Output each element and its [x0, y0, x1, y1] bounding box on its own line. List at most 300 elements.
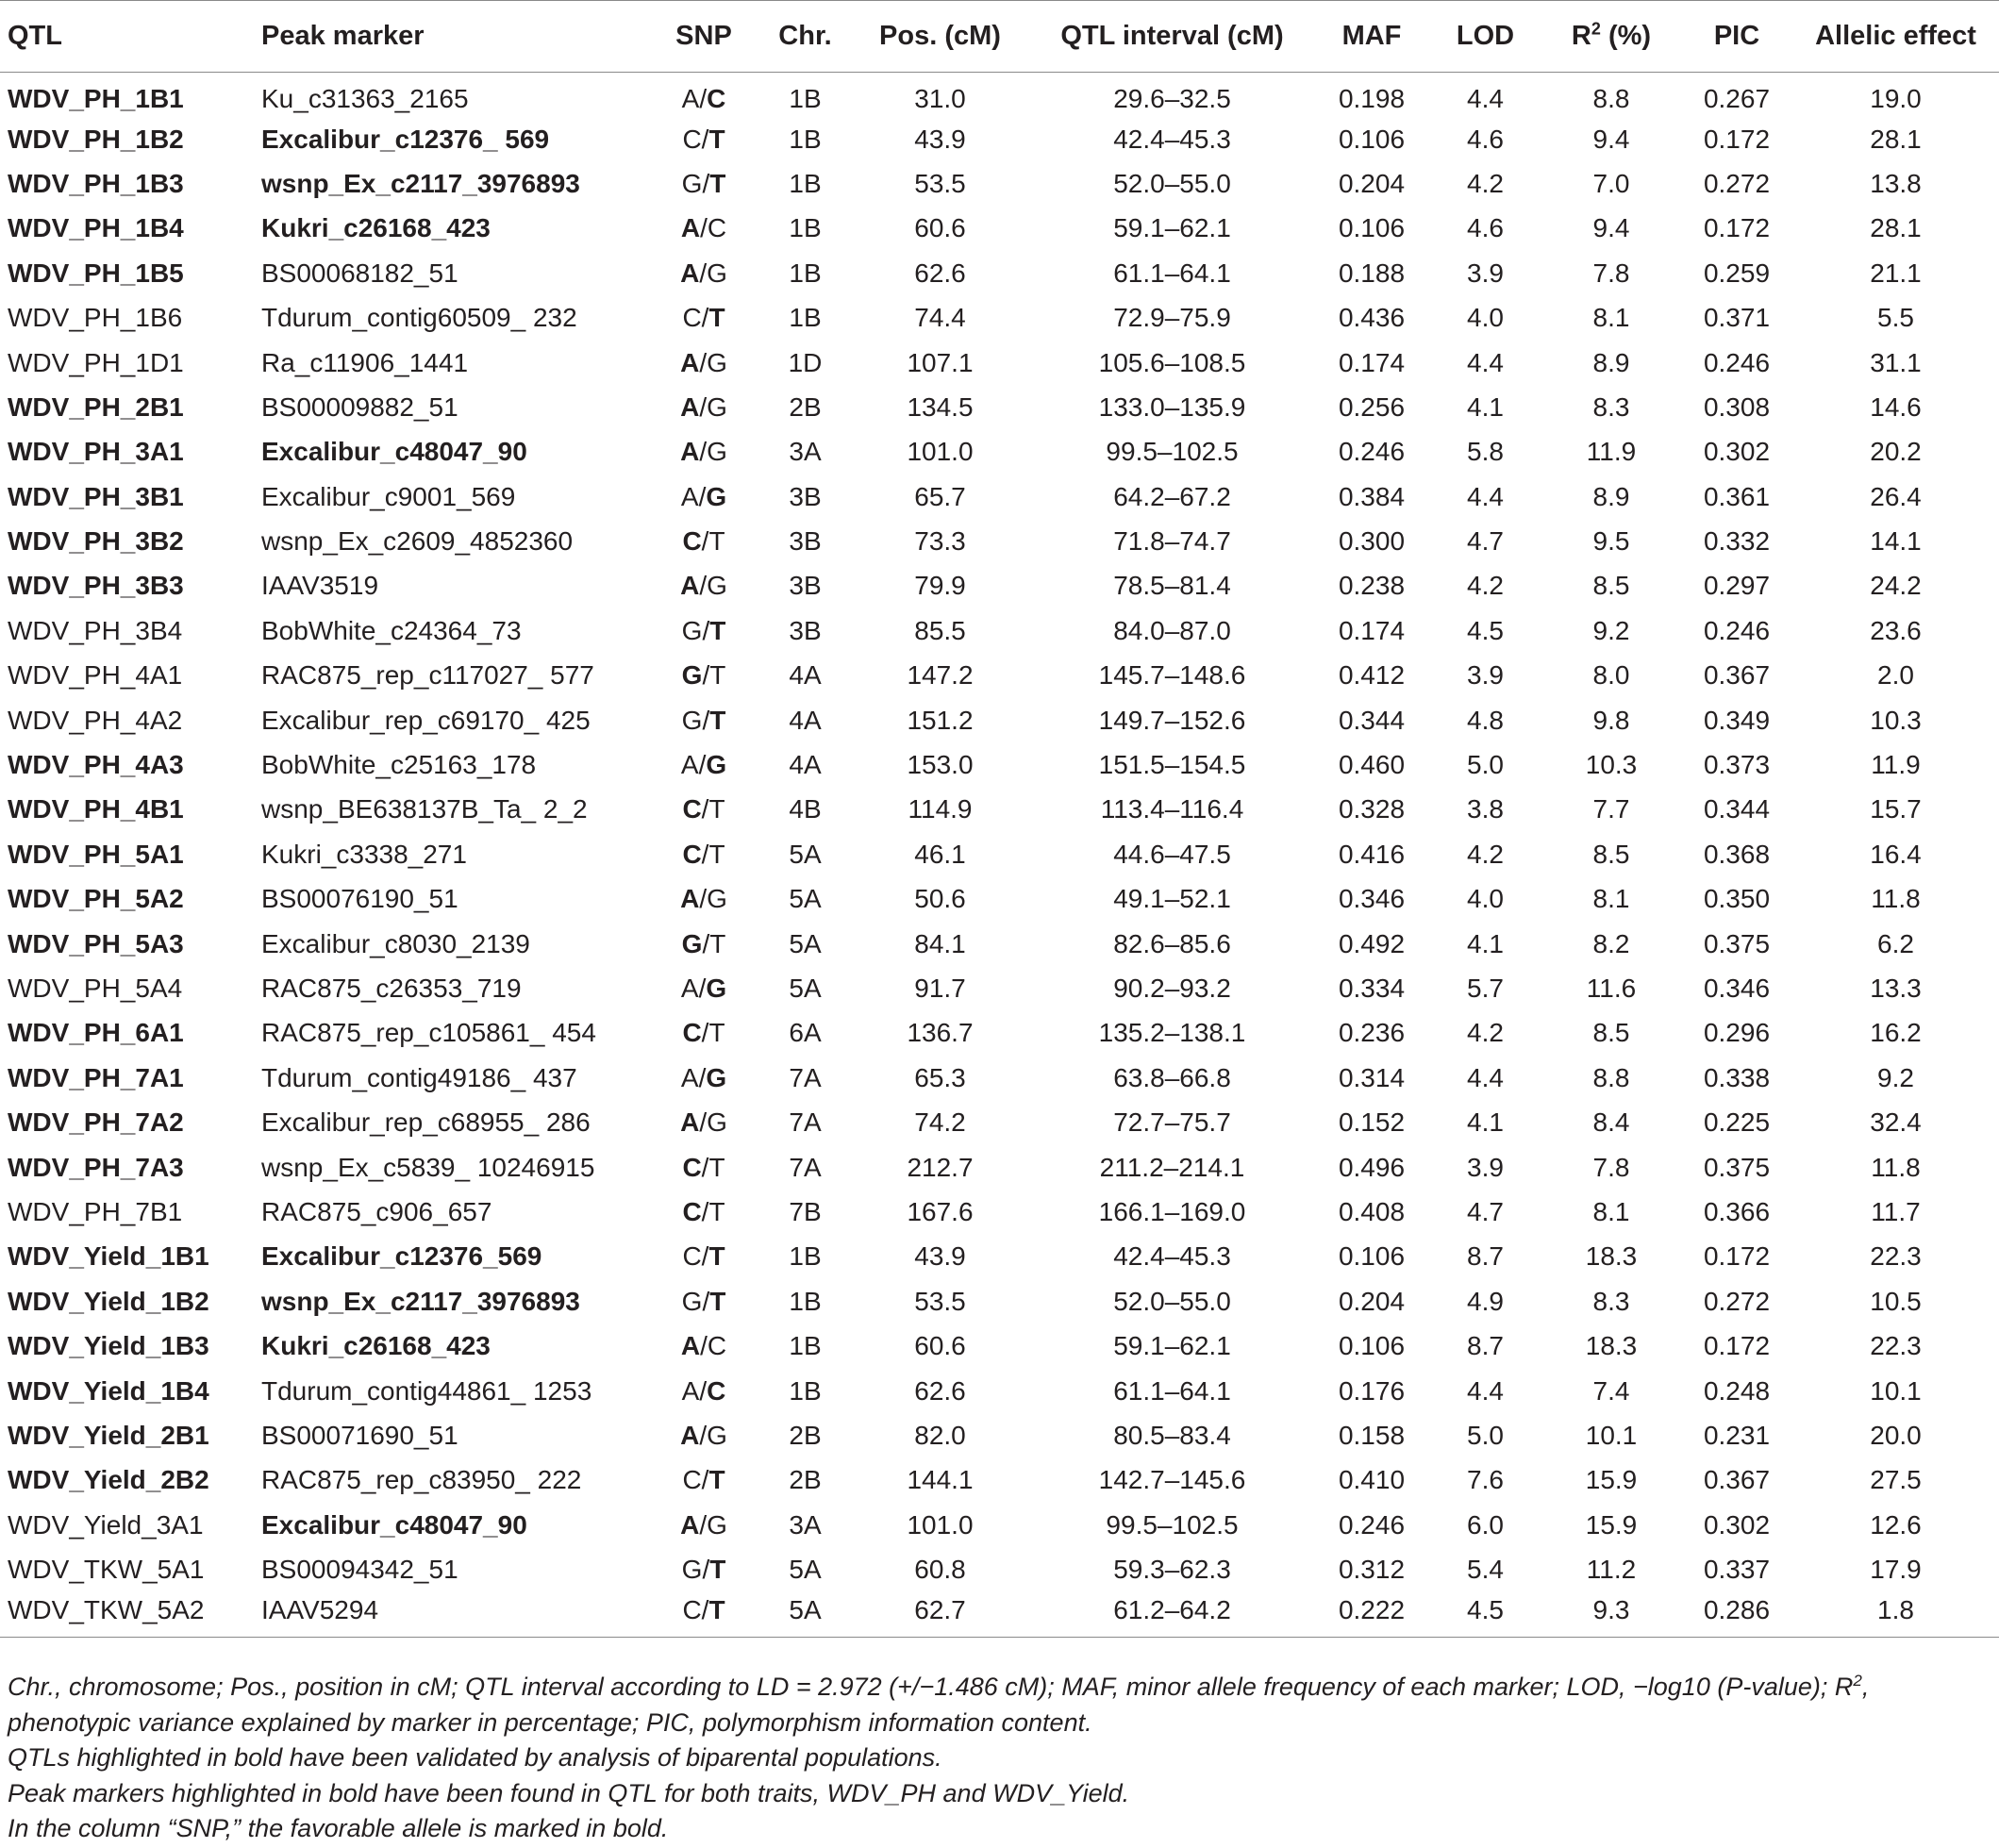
cell-peak-marker: Excalibur_c12376_ 569	[261, 124, 550, 154]
header-pos: Pos. (cM)	[850, 1, 1030, 73]
cell-r2: 8.9	[1592, 347, 1630, 377]
cell-pic: 0.373	[1703, 750, 1771, 780]
cell-snp	[647, 73, 760, 117]
cell-interval: 82.6–85.6	[1113, 928, 1231, 958]
snp-favorable-allele: T	[708, 303, 725, 333]
cell-peak-marker: Excalibur_c8030_2139	[261, 928, 530, 958]
snp-favorable-allele: C	[707, 84, 726, 114]
snp-separator: /	[702, 168, 710, 198]
cell-interval: 99.5–102.5	[1106, 1509, 1239, 1540]
cell-snp	[647, 430, 760, 474]
cell-snp	[647, 117, 760, 161]
cell-qtl: WDV_PH_3B2	[8, 526, 184, 557]
cell-peak-marker: Excalibur_rep_c68955_ 286	[261, 1107, 591, 1138]
cell-snp	[647, 877, 760, 922]
cell-allelic-effect: 1.8	[1792, 1592, 1999, 1637]
cell-pic: 0.225	[1703, 1107, 1771, 1138]
footnote-line1: Chr., chromosome; Pos., position in cM; QTL interval according to LD = 2.972 (+/−1.486 cM); MAF, minor allele frequency of each marker; LOD, −log10 (P-value); R	[8, 1673, 1854, 1701]
table-row	[0, 1503, 1999, 1547]
cell-chr: 4A	[789, 660, 822, 691]
header-r2	[1541, 1, 1681, 73]
header-lod: LOD	[1429, 1, 1541, 73]
cell-maf: 0.176	[1338, 1375, 1406, 1406]
cell-r2: 10.1	[1585, 1420, 1638, 1450]
snp-allele: T	[708, 794, 725, 824]
table-row	[0, 698, 1999, 742]
cell-peak-marker: Excalibur_c12376_569	[261, 1241, 542, 1272]
cell-allelic-effect: 14.6	[1870, 391, 1922, 422]
cell-pic: 0.267	[1703, 84, 1771, 114]
table-row	[0, 341, 1999, 385]
cell-maf: 0.496	[1338, 1152, 1406, 1182]
cell-r2: 8.3	[1592, 391, 1630, 422]
cell-pic: 0.349	[1703, 705, 1771, 735]
cell-allelic-effect: 2.0	[1877, 660, 1914, 691]
snp-allele: C	[707, 1331, 727, 1361]
snp-allele: T	[708, 1196, 725, 1226]
cell-snp	[647, 1592, 760, 1637]
table-row	[0, 1547, 1999, 1591]
cell-pic: 0.367	[1703, 660, 1771, 691]
cell-pos: 60.6	[914, 1331, 966, 1361]
cell-allelic-effect: 11.8	[1871, 1152, 1921, 1182]
snp-favorable-allele: A	[680, 391, 700, 422]
snp-favorable-allele: C	[682, 1018, 702, 1048]
cell-interval: 59.3–62.3	[1113, 1555, 1231, 1585]
cell-r2: 7.0	[1592, 168, 1630, 198]
cell-allelic-effect: 28.1	[1870, 213, 1922, 243]
cell-peak-marker: Kukri_c3338_271	[261, 839, 467, 869]
cell-snp	[647, 564, 760, 608]
cell-r2: 18.3	[1585, 1241, 1638, 1272]
snp-separator: /	[701, 1152, 709, 1182]
snp-allele: C	[682, 303, 702, 333]
cell-lod: 4.1	[1467, 1107, 1504, 1138]
table-row	[0, 1413, 1999, 1457]
snp-separator: /	[702, 1555, 710, 1585]
snp-favorable-allele: G	[706, 481, 727, 511]
cell-r2: 11.6	[1586, 974, 1637, 1003]
table-row	[0, 788, 1999, 832]
cell-maf: 0.152	[1338, 1107, 1406, 1138]
snp-favorable-allele: T	[709, 1555, 726, 1585]
cell-snp	[647, 251, 760, 295]
cell-chr: 5A	[789, 928, 822, 958]
cell-pos: 60.8	[914, 1555, 966, 1585]
snp-separator: /	[700, 213, 708, 243]
cell-allelic-effect: 10.1	[1870, 1375, 1922, 1406]
cell-pos: 144.1	[907, 1465, 974, 1495]
cell-r2: 9.8	[1592, 705, 1630, 735]
snp-allele: C	[682, 1241, 702, 1272]
cell-peak-marker: BS00071690_51	[261, 1420, 458, 1450]
cell-pos: 43.9	[914, 1241, 966, 1272]
cell-allelic-effect: 19.0	[1870, 84, 1922, 114]
snp-allele: G	[681, 1555, 703, 1585]
cell-snp	[647, 742, 760, 787]
cell-pic: 0.246	[1703, 615, 1771, 645]
table-row	[0, 742, 1999, 787]
cell-allelic-effect: 5.5	[1877, 303, 1914, 333]
cell-allelic-effect: 10.5	[1870, 1286, 1922, 1316]
cell-qtl: WDV_PH_1B2	[8, 124, 184, 154]
snp-allele: T	[708, 839, 725, 869]
table-row	[0, 1279, 1999, 1324]
cell-chr: 3B	[789, 571, 822, 601]
cell-lod: 5.0	[1467, 750, 1504, 780]
cell-allelic-effect: 23.6	[1870, 615, 1922, 645]
cell-pos: 62.6	[914, 258, 966, 288]
cell-allelic-effect: 26.4	[1870, 481, 1922, 511]
snp-separator: /	[701, 1018, 709, 1048]
cell-pos: 73.3	[914, 526, 966, 557]
cell-snp	[647, 207, 760, 251]
cell-pic: 0.259	[1703, 258, 1771, 288]
snp-favorable-allele: T	[709, 168, 726, 198]
cell-interval: 59.1–62.1	[1113, 213, 1231, 243]
cell-qtl: WDV_PH_5A4	[8, 974, 183, 1003]
cell-maf: 0.174	[1338, 347, 1406, 377]
cell-lod: 4.6	[1467, 124, 1504, 154]
cell-pos: 85.5	[914, 615, 966, 645]
snp-allele: A	[681, 84, 700, 114]
snp-separator: /	[699, 391, 708, 422]
cell-qtl: WDV_PH_5A2	[8, 884, 184, 914]
snp-separator: /	[699, 1375, 708, 1406]
cell-snp	[647, 1369, 760, 1413]
cell-chr: 1B	[789, 1331, 822, 1361]
table-row	[0, 519, 1999, 563]
snp-allele: G	[681, 705, 703, 735]
cell-r2: 15.9	[1585, 1465, 1638, 1495]
snp-favorable-allele: A	[680, 1420, 700, 1450]
cell-maf: 0.204	[1338, 168, 1406, 198]
cell-snp	[647, 1145, 760, 1190]
snp-favorable-allele: C	[682, 794, 702, 824]
table-row	[0, 385, 1999, 429]
cell-qtl: WDV_PH_1D1	[8, 347, 184, 377]
cell-allelic-effect: 10.3	[1870, 705, 1922, 735]
cell-chr: 1B	[789, 124, 822, 154]
table-body	[0, 73, 1999, 1638]
header-r2-sup: 2	[1591, 19, 1601, 39]
table-row	[0, 1011, 1999, 1056]
cell-chr: 2B	[789, 1465, 822, 1495]
cell-pic: 0.297	[1703, 571, 1771, 601]
cell-lod: 4.4	[1467, 1062, 1504, 1092]
cell-r2: 8.1	[1592, 884, 1630, 914]
cell-snp	[647, 1279, 760, 1324]
footnote-line2: phenotypic variance explained by marker in percentage; PIC, polymorphism information content.	[8, 1707, 1092, 1737]
snp-separator: /	[699, 347, 708, 377]
cell-r2: 7.4	[1592, 1375, 1630, 1406]
cell-pos: 65.7	[914, 481, 966, 511]
snp-separator: /	[702, 615, 710, 645]
snp-favorable-allele: T	[708, 1465, 725, 1495]
cell-pic: 0.337	[1703, 1555, 1771, 1585]
cell-r2: 8.8	[1592, 1062, 1630, 1092]
footnote-marker-bold: Peak markers highlighted in bold have been found in QTL for both traits, WDV_PH and WDV_Yield.	[8, 1778, 1130, 1807]
table-row	[0, 966, 1999, 1010]
cell-r2: 8.3	[1592, 1286, 1630, 1316]
cell-snp	[647, 1056, 760, 1100]
cell-interval: 133.0–135.9	[1098, 391, 1246, 422]
cell-chr: 2B	[789, 1420, 822, 1450]
cell-pos: 84.1	[914, 928, 966, 958]
cell-lod: 8.7	[1467, 1331, 1504, 1361]
cell-snp	[647, 788, 760, 832]
cell-r2: 9.2	[1592, 615, 1630, 645]
cell-allelic-effect: 31.1	[1870, 347, 1922, 377]
cell-peak-marker: IAAV3519	[261, 571, 379, 601]
cell-chr: 4B	[789, 794, 822, 824]
table-row	[0, 207, 1999, 251]
cell-pic: 0.366	[1703, 1196, 1771, 1226]
cell-lod: 3.9	[1467, 660, 1504, 691]
snp-separator: /	[701, 303, 709, 333]
cell-snp	[647, 966, 760, 1010]
cell-pos: 43.9	[914, 124, 966, 154]
snp-allele: C	[682, 1595, 702, 1625]
snp-allele: A	[680, 1062, 699, 1092]
snp-favorable-allele: T	[708, 1595, 725, 1625]
snp-separator: /	[702, 705, 710, 735]
cell-peak-marker: Kukri_c26168_423	[261, 1331, 491, 1361]
cell-peak-marker: Tdurum_contig60509_ 232	[261, 303, 577, 333]
cell-pos: 212.7	[907, 1152, 974, 1182]
snp-favorable-allele: A	[680, 884, 700, 914]
snp-favorable-allele: A	[680, 1331, 701, 1361]
snp-allele: T	[708, 526, 725, 557]
snp-allele: G	[707, 258, 727, 288]
cell-chr: 3B	[789, 481, 822, 511]
snp-favorable-allele: G	[706, 750, 727, 780]
cell-maf: 0.344	[1338, 705, 1406, 735]
cell-allelic-effect: 11.9	[1871, 750, 1921, 780]
cell-pic: 0.272	[1703, 168, 1771, 198]
snp-favorable-allele: A	[680, 258, 700, 288]
cell-interval: 113.4–116.4	[1100, 794, 1244, 824]
cell-pos: 74.4	[914, 303, 966, 333]
snp-allele: T	[708, 1152, 725, 1182]
snp-separator: /	[698, 750, 707, 780]
cell-chr: 3A	[789, 1509, 822, 1540]
cell-peak-marker: wsnp_Ex_c2117_3976893	[261, 1286, 580, 1316]
snp-allele: C	[682, 124, 702, 154]
cell-snp	[647, 385, 760, 429]
snp-allele: G	[681, 615, 703, 645]
cell-interval: 49.1–52.1	[1113, 884, 1231, 914]
cell-pic: 0.172	[1703, 1241, 1771, 1272]
cell-interval: 135.2–138.1	[1098, 1018, 1246, 1048]
snp-allele: C	[682, 1465, 702, 1495]
cell-interval: 61.1–64.1	[1113, 258, 1231, 288]
cell-chr: 4A	[789, 705, 822, 735]
cell-pic: 0.172	[1703, 213, 1771, 243]
table-footnotes	[8, 1670, 1989, 1847]
snp-separator: /	[699, 1107, 708, 1138]
cell-qtl: WDV_PH_1B1	[8, 84, 184, 114]
snp-allele: T	[709, 928, 726, 958]
cell-qtl: WDV_Yield_2B2	[8, 1465, 209, 1495]
cell-pos: 50.6	[914, 884, 966, 914]
cell-r2: 11.9	[1586, 437, 1637, 467]
snp-separator: /	[698, 974, 707, 1003]
cell-qtl: WDV_PH_1B5	[8, 258, 184, 288]
table-row	[0, 474, 1999, 519]
cell-maf: 0.256	[1338, 391, 1406, 422]
cell-allelic-effect: 20.0	[1870, 1420, 1922, 1450]
snp-favorable-allele: A	[680, 347, 700, 377]
cell-pic: 0.172	[1703, 1331, 1771, 1361]
cell-maf: 0.408	[1338, 1196, 1406, 1226]
cell-interval: 72.7–75.7	[1113, 1107, 1231, 1138]
cell-pos: 101.0	[907, 437, 974, 467]
cell-pic: 0.361	[1703, 481, 1771, 511]
cell-chr: 5A	[789, 1555, 822, 1585]
cell-interval: 42.4–45.3	[1113, 124, 1231, 154]
header-allelic-effect: Allelic effect	[1792, 1, 1999, 73]
cell-maf: 0.174	[1338, 615, 1406, 645]
cell-lod: 4.4	[1467, 481, 1504, 511]
snp-allele: T	[708, 1018, 725, 1048]
snp-favorable-allele: G	[681, 660, 703, 691]
snp-allele: G	[707, 391, 727, 422]
cell-snp	[647, 1011, 760, 1056]
cell-r2: 8.4	[1592, 1107, 1630, 1138]
snp-separator: /	[698, 481, 707, 511]
cell-interval: 78.5–81.4	[1113, 571, 1231, 601]
cell-maf: 0.300	[1338, 526, 1406, 557]
cell-pos: 53.5	[914, 1286, 966, 1316]
snp-separator: /	[701, 526, 709, 557]
footnote-abbreviations	[8, 1670, 1989, 1706]
cell-interval: 71.8–74.7	[1113, 526, 1231, 557]
cell-r2: 11.2	[1586, 1555, 1637, 1585]
cell-interval: 59.1–62.1	[1113, 1331, 1231, 1361]
cell-allelic-effect: 11.7	[1871, 1196, 1921, 1226]
cell-interval: 42.4–45.3	[1113, 1241, 1231, 1272]
cell-interval: 166.1–169.0	[1098, 1196, 1246, 1226]
cell-chr: 5A	[760, 1592, 850, 1637]
cell-interval: 72.9–75.9	[1113, 303, 1231, 333]
cell-peak-marker: RAC875_c906_657	[261, 1196, 492, 1226]
cell-snp	[647, 519, 760, 563]
cell-interval: 29.6–32.5	[1113, 84, 1231, 114]
cell-maf: 0.106	[1338, 124, 1406, 154]
snp-separator: /	[701, 1595, 709, 1625]
cell-allelic-effect: 13.8	[1870, 168, 1922, 198]
cell-peak-marker: RAC875_c26353_719	[261, 974, 522, 1003]
cell-r2: 7.8	[1592, 258, 1630, 288]
cell-pic: 0.302	[1703, 437, 1771, 467]
cell-maf: 0.236	[1338, 1018, 1406, 1048]
cell-maf: 0.106	[1338, 213, 1406, 243]
cell-qtl: WDV_PH_3B3	[8, 571, 184, 601]
cell-chr: 1B	[789, 168, 822, 198]
cell-chr: 3B	[789, 615, 822, 645]
snp-separator: /	[702, 928, 710, 958]
cell-chr: 5A	[789, 884, 822, 914]
cell-snp	[647, 922, 760, 966]
cell-snp	[647, 1100, 760, 1144]
cell-pos: 62.6	[914, 1375, 966, 1406]
cell-qtl: WDV_PH_1B6	[8, 303, 183, 333]
cell-lod: 4.1	[1467, 928, 1504, 958]
cell-pic: 0.296	[1703, 1018, 1771, 1048]
cell-chr: 4A	[789, 750, 822, 780]
snp-favorable-allele: A	[680, 1107, 700, 1138]
cell-maf: 0.334	[1338, 974, 1406, 1003]
cell-snp	[647, 1324, 760, 1368]
cell-lod: 3.8	[1467, 794, 1504, 824]
cell-maf: 0.384	[1338, 481, 1406, 511]
cell-pos: 53.5	[914, 168, 966, 198]
snp-allele: G	[707, 1509, 727, 1540]
cell-r2: 8.5	[1592, 1018, 1630, 1048]
cell-pos: 114.9	[908, 794, 973, 824]
cell-lod: 4.8	[1467, 705, 1504, 735]
snp-favorable-allele: A	[680, 571, 700, 601]
snp-favorable-allele: C	[682, 1196, 702, 1226]
cell-interval: 63.8–66.8	[1113, 1062, 1231, 1092]
cell-allelic-effect: 16.2	[1870, 1018, 1922, 1048]
header-qtl: QTL	[0, 1, 261, 73]
cell-qtl: WDV_PH_7A3	[8, 1152, 184, 1182]
cell-chr: 7A	[789, 1062, 822, 1092]
snp-favorable-allele: C	[707, 1375, 726, 1406]
cell-pos: 74.2	[914, 1107, 966, 1138]
cell-peak-marker: Excalibur_c48047_90	[261, 437, 527, 467]
cell-allelic-effect: 6.2	[1877, 928, 1914, 958]
snp-separator: /	[699, 571, 708, 601]
cell-chr: 5A	[789, 839, 822, 869]
snp-favorable-allele: C	[682, 526, 702, 557]
cell-maf: 0.492	[1338, 928, 1406, 958]
snp-allele: T	[709, 660, 726, 691]
snp-allele: G	[707, 437, 727, 467]
cell-chr: 1B	[789, 213, 822, 243]
cell-qtl: WDV_Yield_2B1	[8, 1420, 209, 1450]
cell-allelic-effect: 15.7	[1870, 794, 1922, 824]
cell-qtl: WDV_PH_1B4	[8, 213, 184, 243]
cell-lod: 4.0	[1467, 303, 1504, 333]
snp-allele: A	[680, 481, 699, 511]
cell-qtl: WDV_Yield_1B2	[8, 1286, 209, 1316]
snp-favorable-allele: A	[680, 437, 700, 467]
snp-separator: /	[701, 1196, 709, 1226]
snp-allele: C	[707, 213, 727, 243]
cell-qtl: WDV_PH_5A1	[8, 839, 184, 869]
cell-qtl: WDV_PH_1B3	[8, 168, 184, 198]
cell-qtl: WDV_PH_7A2	[8, 1107, 184, 1138]
cell-chr: 1B	[789, 1375, 822, 1406]
cell-pic: 0.368	[1703, 839, 1771, 869]
cell-chr: 1B	[789, 303, 822, 333]
cell-peak-marker: BS00009882_51	[261, 391, 458, 422]
snp-favorable-allele: A	[680, 1509, 700, 1540]
cell-lod: 4.7	[1467, 1196, 1504, 1226]
snp-separator: /	[699, 258, 708, 288]
snp-allele: A	[680, 750, 699, 780]
cell-interval: 142.7–145.6	[1098, 1465, 1246, 1495]
cell-maf: 0.416	[1338, 839, 1406, 869]
snp-separator: /	[699, 884, 708, 914]
cell-lod: 5.7	[1467, 974, 1504, 1003]
table-row	[0, 608, 1999, 653]
cell-interval: 52.0–55.0	[1113, 168, 1231, 198]
cell-snp	[647, 654, 760, 698]
